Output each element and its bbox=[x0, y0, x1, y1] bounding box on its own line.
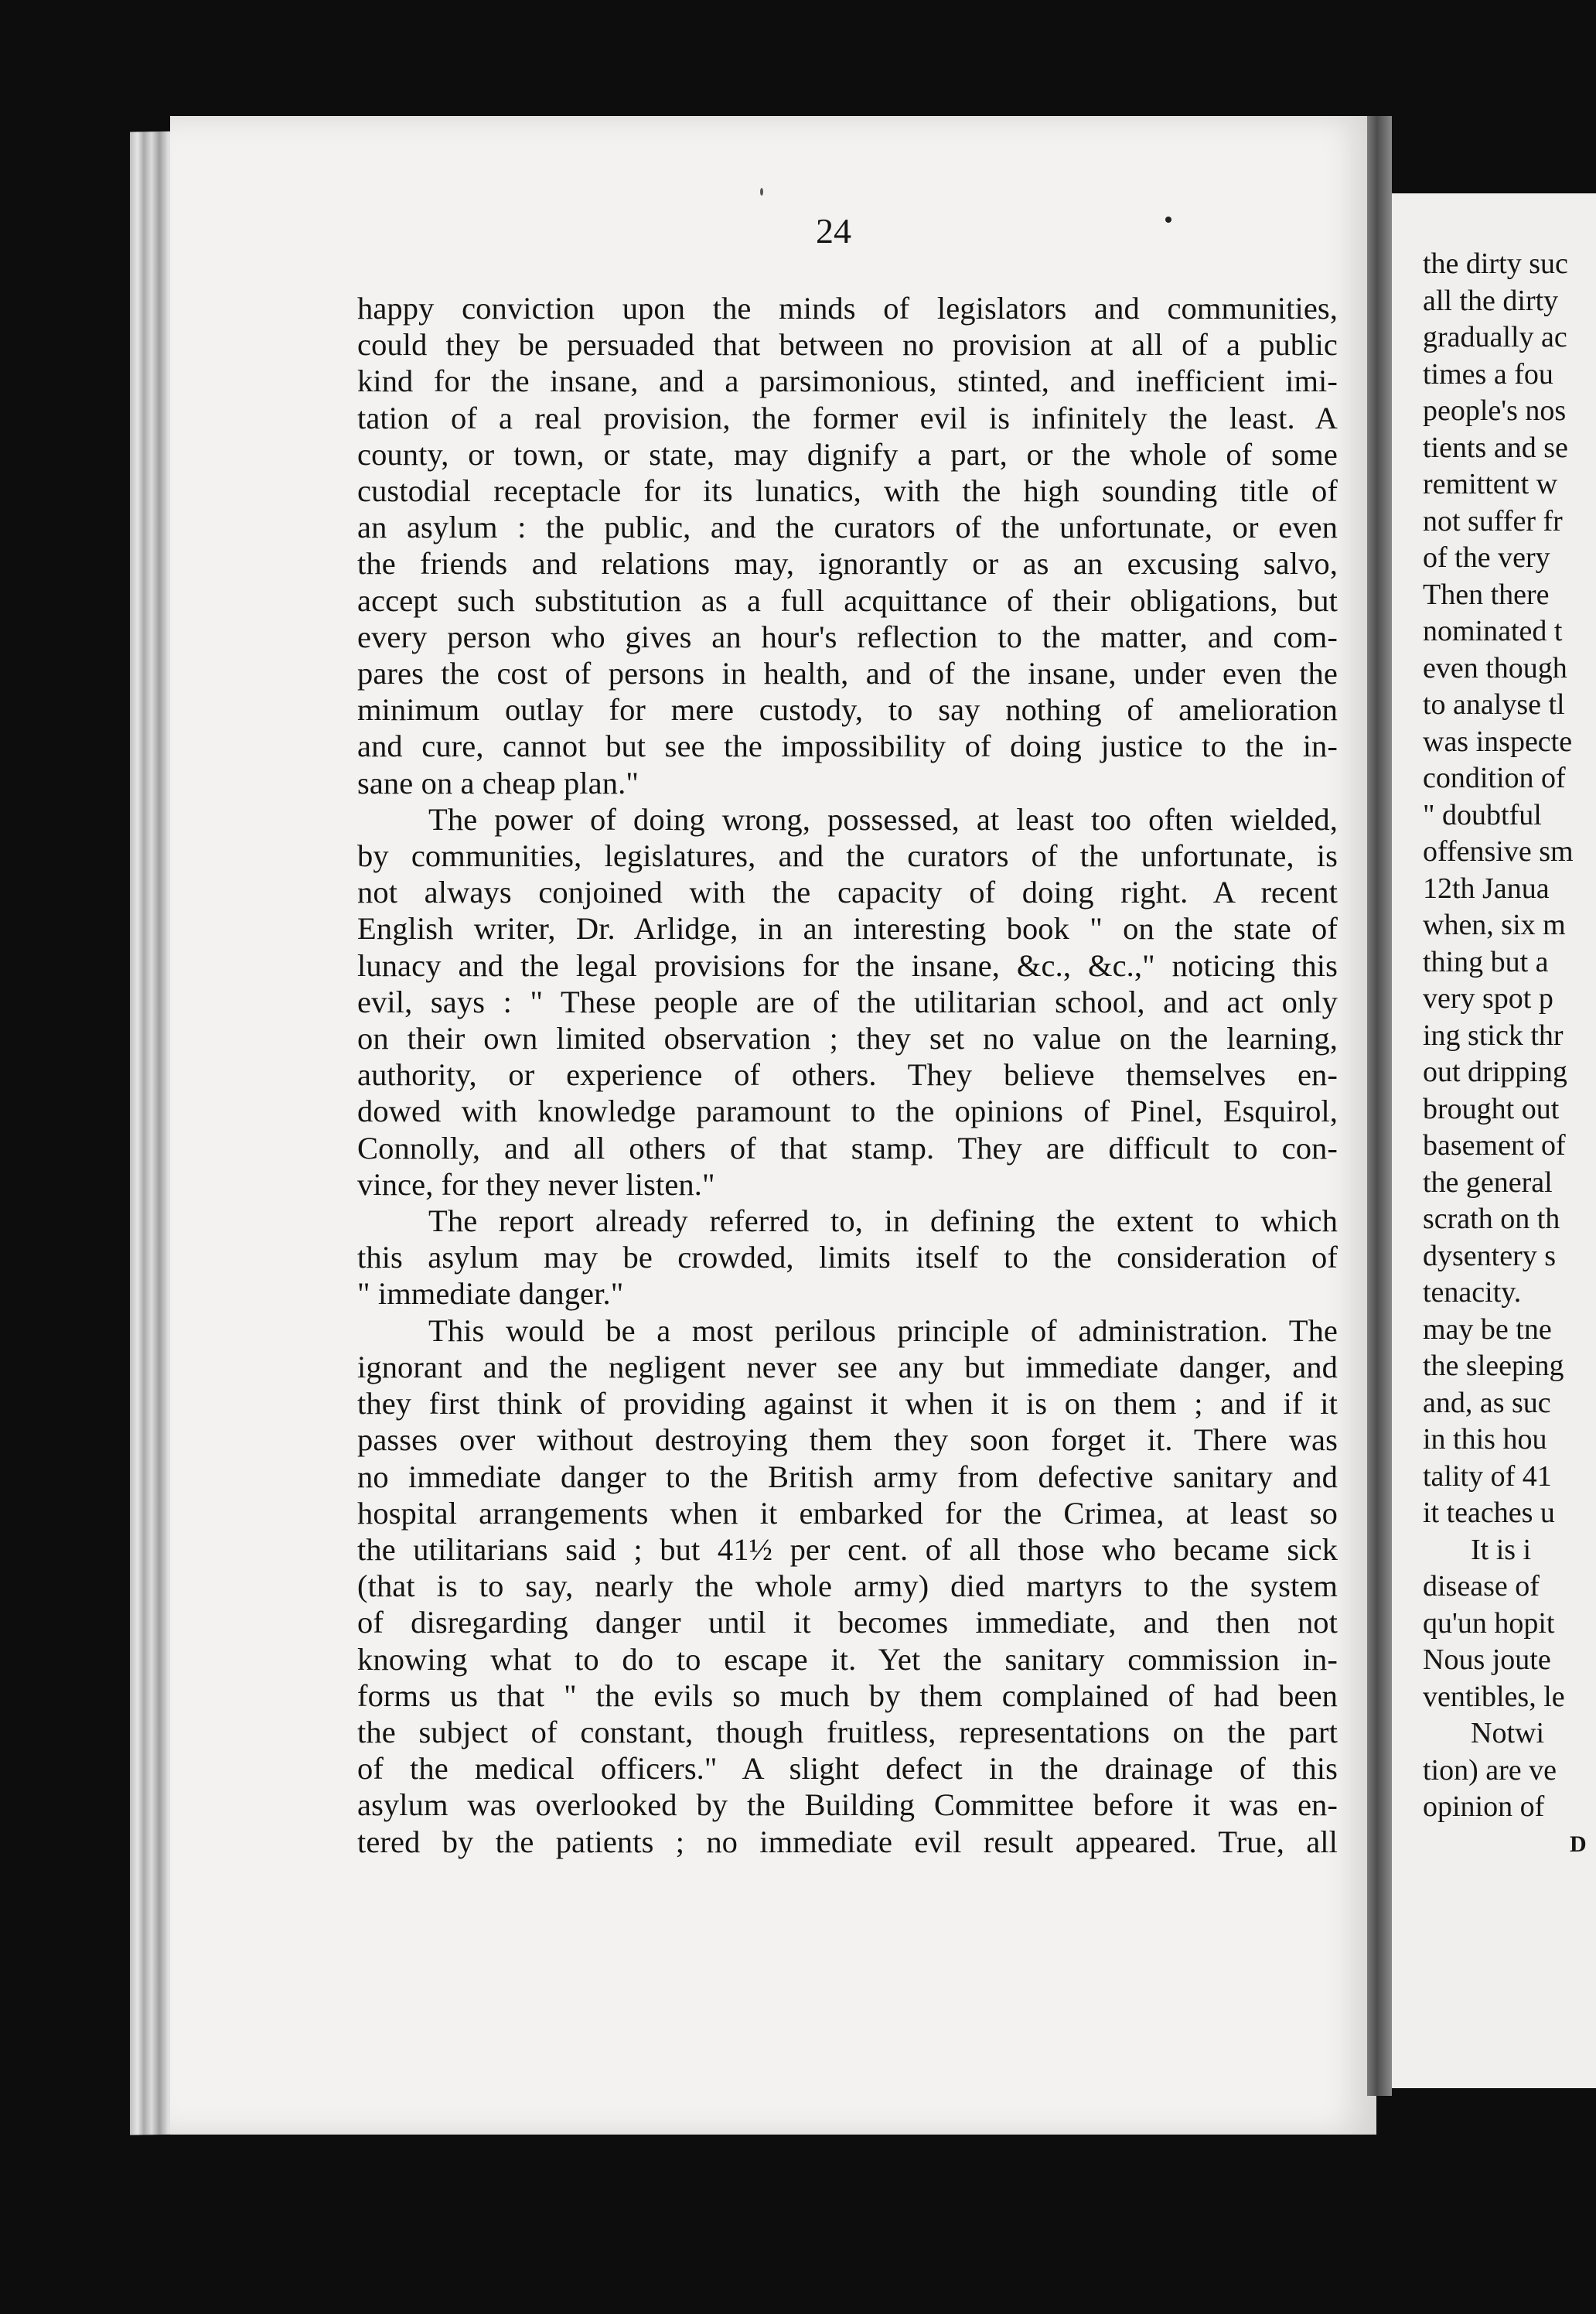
ink-speck bbox=[1165, 217, 1171, 223]
facing-text-line: times a fou bbox=[1423, 357, 1553, 391]
facing-text-line: opinion of bbox=[1423, 1790, 1545, 1823]
facing-text-line: very spot p bbox=[1423, 982, 1553, 1015]
text-line: no immediate danger to the British army from defective sanitary and bbox=[357, 1459, 1338, 1494]
facing-text-line: all the dirty bbox=[1423, 284, 1559, 317]
signature-mark: D bbox=[1570, 1831, 1587, 1857]
text-line: the subject of constant, though fruitless, representations on the part bbox=[357, 1714, 1338, 1749]
facing-text-line: out dripping bbox=[1423, 1056, 1567, 1088]
text-line: and cure, cannot but see the impossibility of doing justice to the in- bbox=[357, 729, 1338, 764]
text-line: custodial receptacle for its lunatics, with the high sounding title of bbox=[357, 473, 1338, 509]
facing-text-line: the general bbox=[1423, 1166, 1553, 1199]
facing-text-line: disease of bbox=[1423, 1570, 1540, 1602]
facing-text-line: may be tne bbox=[1423, 1312, 1552, 1346]
text-line: dowed with knowledge paramount to the opinions of Pinel, Esquirol, bbox=[357, 1094, 1338, 1129]
facing-text-line: tion) are ve bbox=[1423, 1753, 1557, 1787]
facing-text-line: basement of bbox=[1423, 1129, 1566, 1162]
text-line: hospital arrangements when it embarked for the Crimea, at least so bbox=[357, 1495, 1338, 1531]
text-line: evil, says : " These people are of the utilitarian school, and act only bbox=[357, 984, 1338, 1019]
facing-text-line: nominated t bbox=[1423, 615, 1563, 647]
facing-text-line: when, six m bbox=[1423, 909, 1566, 941]
facing-text-line: scrath on th bbox=[1423, 1203, 1560, 1235]
facing-text-line: the sleeping bbox=[1423, 1350, 1564, 1382]
facing-text-line: ing stick thr bbox=[1423, 1019, 1564, 1052]
text-line: sane on a cheap plan." bbox=[357, 765, 639, 800]
text-line: Connolly, and all others of that stamp. They are difficult to con- bbox=[357, 1130, 1338, 1166]
facing-text-line: to analyse tl bbox=[1423, 688, 1565, 721]
facing-text-line: not suffer fr bbox=[1423, 504, 1563, 538]
text-line: pares the cost of persons in health, and of the insane, under even the bbox=[357, 656, 1338, 691]
text-line: tered by the patients ; no immediate evil result appeared. True, all bbox=[357, 1824, 1338, 1859]
text-line: the friends and relations may, ignorantly or as an excusing salvo, bbox=[357, 546, 1338, 582]
facing-text-line: offensive sm bbox=[1423, 835, 1574, 868]
facing-text-line: was inspecte bbox=[1423, 725, 1573, 758]
text-line: knowing what to do to escape it. Yet the sanitary commission in- bbox=[357, 1641, 1338, 1677]
text-line: asylum was overlooked by the Building Committee before it was en- bbox=[357, 1787, 1338, 1823]
text-line: This would be a most perilous principle of administration. The bbox=[428, 1312, 1338, 1348]
facing-text-line: tenacity. bbox=[1423, 1276, 1522, 1309]
facing-text-line: and, as suc bbox=[1423, 1386, 1551, 1419]
text-line: every person who gives an hour's reflection to the matter, and com- bbox=[357, 619, 1338, 654]
facing-text-line: in this hou bbox=[1423, 1423, 1547, 1456]
text-line: accept such substitution as a full acquittance of their obligations, but bbox=[357, 582, 1338, 618]
ink-speck bbox=[760, 188, 763, 196]
text-line: happy conviction upon the minds of legislators and communities, bbox=[357, 291, 1338, 326]
facing-text-line: Then there bbox=[1423, 578, 1550, 611]
facing-text-line: the dirty suc bbox=[1423, 247, 1568, 280]
text-line: could they be persuaded that between no provision at all of a public bbox=[357, 327, 1338, 363]
body-text bbox=[357, 290, 1338, 1860]
text-line: The report already referred to, in defining the extent to which bbox=[428, 1203, 1338, 1239]
text-line: by communities, legislatures, and the curators of the unfortunate, is bbox=[357, 838, 1338, 874]
facing-text-line: people's nos bbox=[1423, 394, 1567, 427]
text-line: kind for the insane, and a parsimonious, stinted, and inefficient imi- bbox=[357, 363, 1338, 399]
text-line: county, or town, or state, may dignify a part, or the whole of some bbox=[357, 436, 1338, 472]
text-line: forms us that " the evils so much by them complained of had been bbox=[357, 1677, 1338, 1713]
facing-text-line: " doubtful bbox=[1423, 798, 1542, 831]
facing-text-line: ventibles, le bbox=[1423, 1680, 1565, 1713]
facing-text-line: thing but a bbox=[1423, 945, 1549, 978]
text-line: an asylum : the public, and the curators of the unfortunate, or even bbox=[357, 510, 1338, 545]
facing-page-text bbox=[1423, 246, 1596, 1862]
text-line: on their own limited observation ; they set no value on the learning, bbox=[357, 1021, 1338, 1056]
facing-text-line: of the very bbox=[1423, 541, 1550, 574]
text-line: of the medical officers." A slight defect in the drainage of this bbox=[357, 1751, 1338, 1787]
facing-text-line: dysentery s bbox=[1423, 1239, 1557, 1272]
text-line: of disregarding danger until it becomes immediate, and then not bbox=[357, 1605, 1338, 1640]
facing-text-line: qu'un hopit bbox=[1423, 1606, 1555, 1640]
facing-text-line: tients and se bbox=[1423, 431, 1568, 464]
facing-text-line: tality of 41 bbox=[1423, 1459, 1552, 1493]
text-line: minimum outlay for mere custody, to say nothing of amelioration bbox=[357, 692, 1338, 728]
facing-text-line: remittent w bbox=[1423, 468, 1558, 500]
text-line: lunacy and the legal provisions for the insane, &c., &c.," noticing this bbox=[357, 947, 1338, 983]
text-line: The power of doing wrong, possessed, at least too often wielded, bbox=[428, 801, 1338, 837]
facing-text-line: Nous joute bbox=[1423, 1643, 1551, 1676]
page-number: 24 bbox=[816, 211, 851, 251]
book-gutter bbox=[1367, 116, 1392, 2096]
facing-text-line: gradually ac bbox=[1423, 321, 1567, 353]
facing-text-line: even though bbox=[1423, 651, 1567, 684]
text-line: ignorant and the negligent never see any but immediate danger, and bbox=[357, 1349, 1338, 1384]
facing-text-line: brought out bbox=[1423, 1092, 1560, 1125]
text-line: this asylum may be crowded, limits itself to the consideration of bbox=[357, 1240, 1338, 1275]
text-line: passes over without destroying them they soon forget it. There was bbox=[357, 1422, 1338, 1458]
text-line: " immediate danger." bbox=[357, 1276, 624, 1312]
facing-text-line: it teaches u bbox=[1423, 1497, 1555, 1529]
text-line: tation of a real provision, the former evil is infinitely the least. A bbox=[357, 400, 1338, 435]
text-line: authority, or experience of others. They believe themselves en- bbox=[357, 1057, 1338, 1093]
text-line: the utilitarians said ; but 41½ per cent. of all those who became sick bbox=[357, 1531, 1338, 1567]
text-line: (that is to say, nearly the whole army) died martyrs to the system bbox=[357, 1568, 1338, 1604]
facing-text-line: condition of bbox=[1423, 762, 1566, 794]
facing-text-line: Notwi bbox=[1471, 1717, 1544, 1749]
text-line: they first think of providing against it when it is on them ; and if it bbox=[357, 1386, 1338, 1422]
text-line: vince, for they never listen." bbox=[357, 1166, 715, 1202]
facing-text-line: 12th Janua bbox=[1423, 872, 1550, 905]
text-line: English writer, Dr. Arlidge, in an interesting book " on the state of bbox=[357, 911, 1338, 947]
text-line: not always conjoined with the capacity of doing right. A recent bbox=[357, 875, 1338, 910]
facing-text-line: It is i bbox=[1471, 1533, 1532, 1566]
